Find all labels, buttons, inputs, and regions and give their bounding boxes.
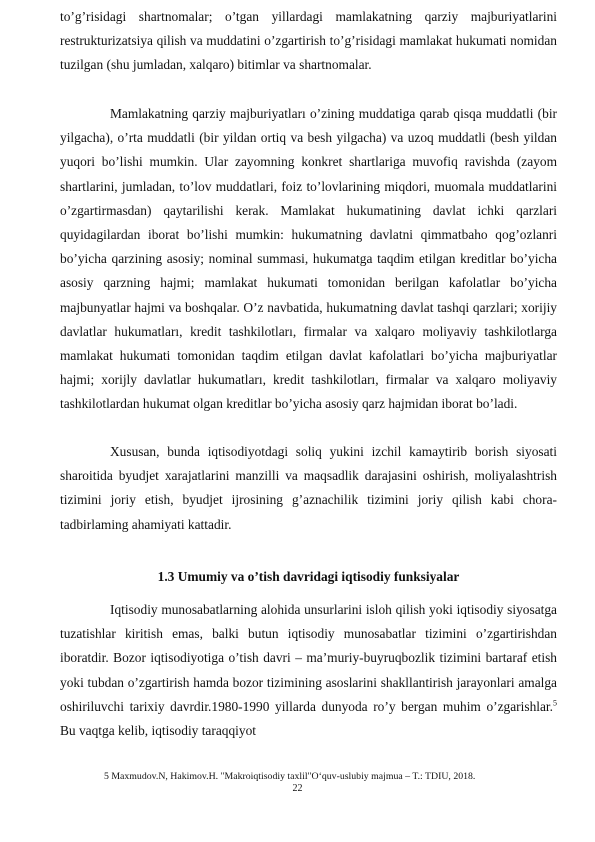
footnote-reference[interactable]: 5 <box>553 698 557 708</box>
section-heading: 1.3 Umumiy va o’tish davridagi iqtisodiy funksiyalar <box>157 569 460 584</box>
page-number: 22 <box>292 783 303 794</box>
paragraph-2: Mamlakatning qarziy majburiyatları o’zining muddatiga qarab qisqa muddatli (bir yilgacha), o’rta muddatli (bir yildan ortiq va besh yilgacha) va uzoq muddatli (besh yildan yuqori bo’lishi mumkin. Ular zayomning konkret shartlariga muvofiq ravishda (zayom shartlarini, jumladan, to’lov muddatlari, foiz to’lovlarining miqdori, muomala muddatlarini o’zgartirmasdan) qaytarilishi kerak. Mamlakat hukumatining davlat ichki qarzlari quyidagilardan iborat bo’lishi mumkin: hukumatning davlatni qimmatbaho qog’ozlanri bo’yicha qarzining asosiy; nominal summasi, hukumatga taqdim etilgan kreditlar bo’yicha asosiy qarzning hajmi; mamlakat hukumati tomonidan berilgan kafolatlar bo’yicha majbunyatlar hajmi va boshqalar. O’z navbatida, hukumatning davlat tashqi qarzlari; xorijiy davlatlar hukumatları, kredit tashkilotları, firmalar va xalqaro moliyaviy tashkilotlarga mamlakat hukumati tomonidan taqdim etilgan davlat kafolatlari bo’yicha majburiyatlar hajmi; xorijly davlatlar hukumatları, kredit tashkilotları, firmalar va xalqaro moliyaviy tashkilotlardan hukumat olgan kreditlar bo’yicha asosiy qarz hajmidan iborat bo’ladi. <box>60 106 557 412</box>
paragraph-4-tail: Bu vaqtga kelib, iqtisodiy taraqqiyot <box>60 723 256 739</box>
paragraph-4 <box>60 598 557 743</box>
paragraph-4-text: Iqtisodiy munosabatlarning alohida unsurlarini isloh qilish yoki iqtisodiy siyosatga tuzatishlar kiritish emas, balki butun iqtisodiy munosabatlar tizimini o’zgartirishdan iboratdir. Bozor iqtisodiyotiga o’tish davri – ma’muriy-buyruqbozlik tizimini bartaraf etish yoki tubdan o’zgartirish hamda bozor tizimining asoslarini shakllantirish jarayonlari amalga oshiriluvchi tarixiy davrdir.1980-1990 yillarda dunyoda ro’y bergan muhim o’zgarishlar. <box>60 602 557 714</box>
paragraph-1: to’g’risidagi shartnomalar; o’tgan yillardagi mamlakatning qarziy majburiyatlarini restrukturizatsiya qilish va muddatini o’zgartirish to’g’risidagi mamlakat hukumati nomidan tuzilgan (shu jumladan, xalqaro) bitimlar va shartnomalar. <box>60 9 557 73</box>
paragraph-3: Xususan, bunda iqtisodiyotdagi soliq yukini izchil kamaytirib borish siyosati sharoitida byudjet xarajatlarini manzilli va maqsadlik darajasini oshirish, moliyalashtrish tizimini joriy etish, byudjet ijrosining g’aznachilik tizimini joriy qilish kabi chora-tadbirlaming ahamiyati kattadir. <box>60 444 557 532</box>
footnote: 5 Maxmudov.N, Hakimov.H. "Makroiqtisodiy taxlil"O‘quv-uslubiy majmua – T.: TDIU, 2018. <box>104 771 476 782</box>
